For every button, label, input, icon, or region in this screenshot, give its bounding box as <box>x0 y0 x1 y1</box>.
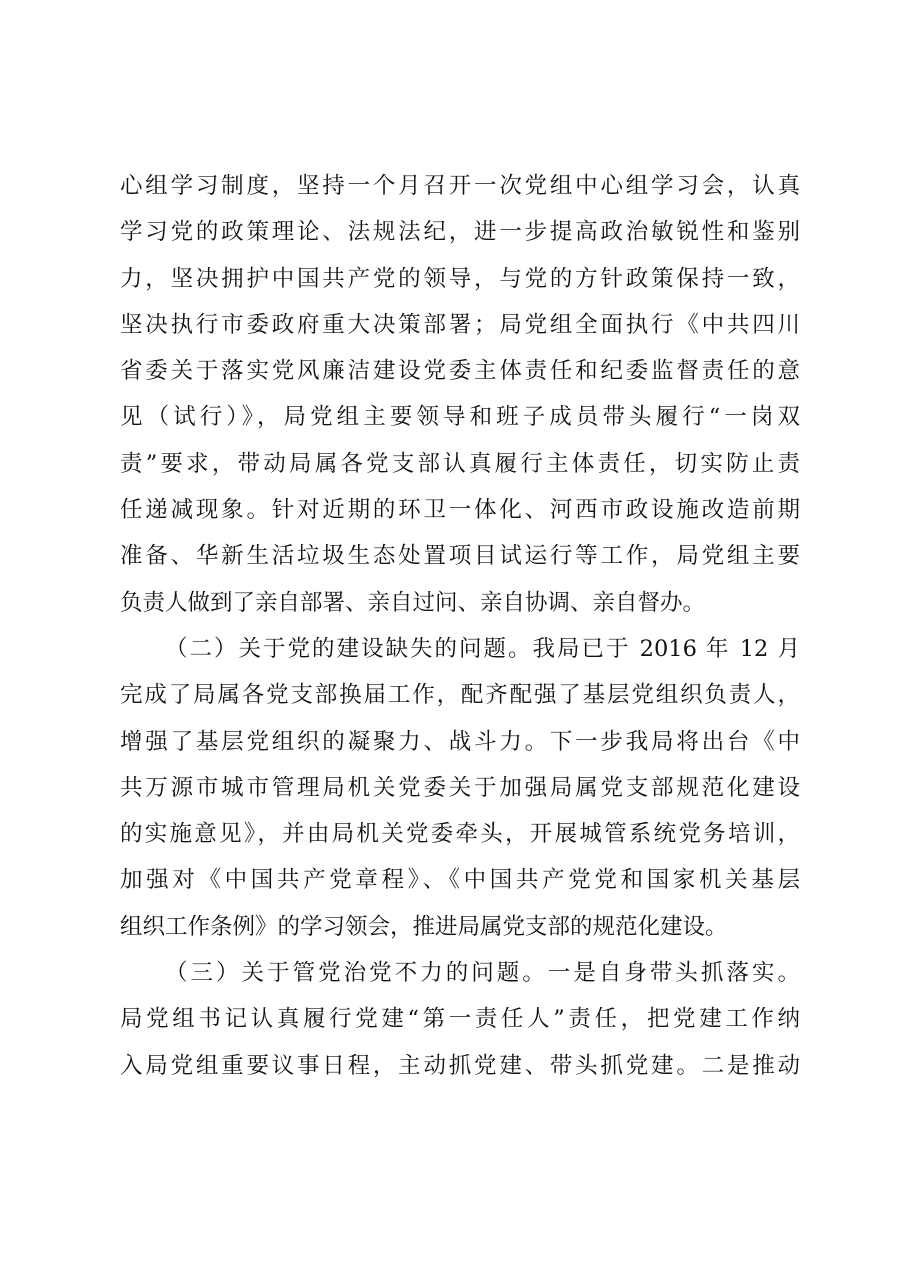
paragraph-heading-3: （三）关于管党治党不力的问题。一是自身带头抓落实。 <box>165 960 800 987</box>
body-text <box>120 163 800 1089</box>
text-line: 见（试行）》，局党组主要领导和班子成员带头履行“一岗双 <box>120 404 800 431</box>
text-line: 心组学习制度，坚持一个月召开一次党组中心组学习会，认真 <box>120 173 800 199</box>
text-line: 的实施意见》，并由局机关党委牵头，开展城管系统党务培训， <box>120 821 800 848</box>
text-line: 省委关于落实党风廉洁建设党委主体责任和纪委监督责任的意 <box>120 358 800 385</box>
text-line: 任递减现象。针对近期的环卫一体化、河西市政设施改造前期 <box>120 497 800 524</box>
text-line: 负责人做到了亲自部署、亲自过问、亲自协调、亲自督办。 <box>120 589 706 616</box>
text-line: 责”要求，带动局属各党支部认真履行主体责任，切实防止责 <box>120 450 800 477</box>
text-line: 坚决执行市委政府重大决策部署；局党组全面执行《中共四川 <box>120 311 800 338</box>
text-line: 准备、华新生活垃圾生态处置项目试运行等工作，局党组主要 <box>120 543 800 570</box>
text-line: 力，坚决拥护中国共产党的领导，与党的方针政策保持一致， <box>120 265 800 292</box>
text-line: 加强对《中国共产党章程》、《中国共产党党和国家机关基层 <box>120 867 800 894</box>
text-line: 增强了基层党组织的凝聚力、战斗力。下一步我局将出台《中 <box>120 728 800 755</box>
text-line: 入局党组重要议事日程，主动抓党建、带头抓党建。二是推动 <box>120 1052 800 1079</box>
text-line: 完成了局属各党支部换届工作，配齐配强了基层党组织负责人， <box>120 682 800 709</box>
paragraph-heading-2: （二）关于党的建设缺失的问题。我局已于 2016 年 12 月 <box>165 635 800 662</box>
text-line: 组织工作条例》的学习领会，推进局属党支部的规范化建设。 <box>120 913 728 940</box>
text-line: 学习党的政策理论、法规法纪，进一步提高政治敏锐性和鉴别 <box>120 219 800 246</box>
text-line: 共万源市城市管理局机关党委关于加强局属党支部规范化建设 <box>120 774 800 801</box>
text-line: 局党组书记认真履行党建“第一责任人”责任，把党建工作纳 <box>120 1006 800 1033</box>
